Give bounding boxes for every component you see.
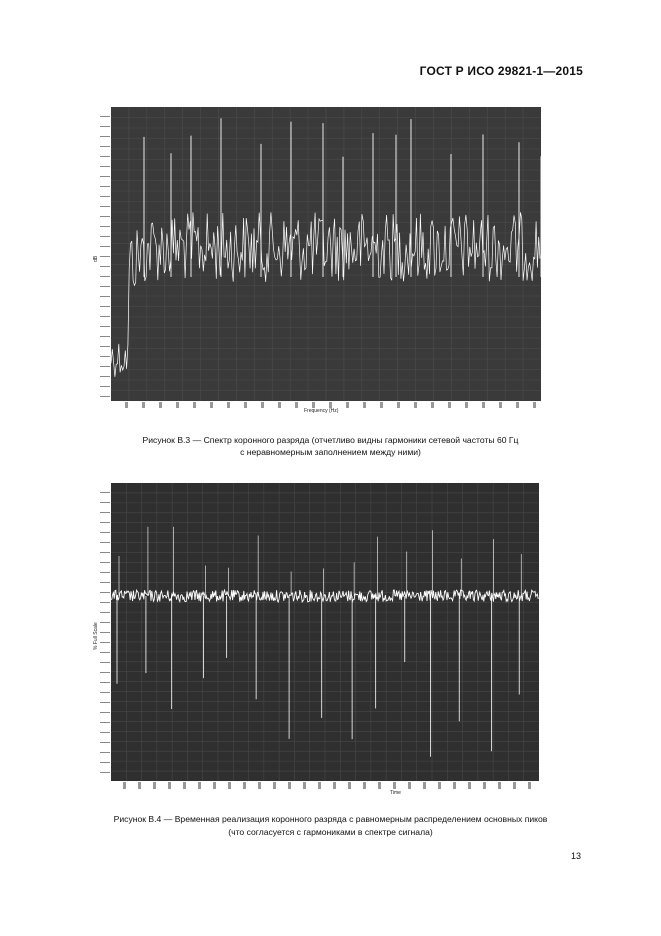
caption-b3-line2: с неравномерным заполнением между ними)	[240, 447, 421, 457]
caption-b3-line1: Рисунок В.3 — Спектр коронного разряда (отчетливо видны гармоники сетевой частоты 60 Гц	[142, 435, 519, 445]
page-number: 13	[570, 851, 581, 861]
time-y-axis-label: % Full Scale	[93, 622, 99, 650]
time-y-ticks	[100, 483, 110, 781]
time-x-ticks	[111, 782, 539, 789]
spectrum-trace	[111, 212, 540, 376]
spectrum-y-ticks	[100, 107, 110, 401]
spectrum-y-axis-label: dB	[93, 255, 99, 262]
spectrum-x-axis-label: Frequency (Hz)	[304, 408, 339, 414]
time-x-axis-label: Time	[390, 790, 401, 796]
time-series-plot	[111, 483, 539, 781]
time-trace	[111, 590, 538, 602]
spectrum-svg	[111, 107, 541, 401]
caption-b4-line2: (что согласуется с гармониками в спектре сигнала)	[228, 827, 433, 837]
caption-b4-line1: Рисунок В.4 — Временная реализация коронного разряда с равномерным распределением основных пиков	[113, 814, 548, 824]
standard-designation: ГОСТ Р ИСО 29821-1—2015	[419, 64, 583, 78]
time-series-svg	[111, 483, 539, 781]
spectrum-plot	[111, 107, 541, 401]
